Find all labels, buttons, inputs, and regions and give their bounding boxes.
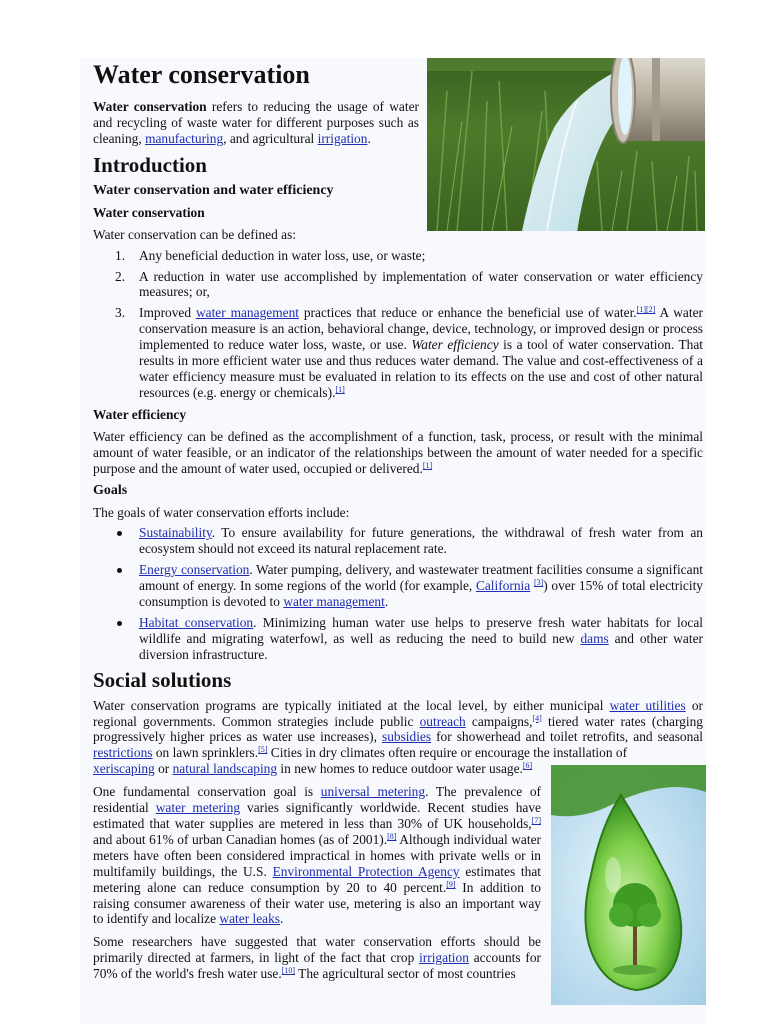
citation-ref[interactable]: [1][2] (636, 305, 656, 315)
link-natural-landscaping[interactable]: natural landscaping (172, 761, 278, 777)
water-drop-illustration (551, 765, 706, 1005)
link-water-utilities[interactable]: water utilities (609, 697, 686, 713)
definition-list (93, 248, 703, 401)
paragraph-text: or (154, 761, 173, 777)
citation-ref[interactable]: [3] (533, 578, 544, 588)
link-restrictions[interactable]: restrictions (93, 745, 153, 761)
pipe-outflow-illustration (427, 58, 705, 231)
link-irrigation[interactable]: irrigation (419, 950, 469, 966)
paragraph-text: on lawn sprinklers. (152, 745, 259, 761)
list-item-text: . Minimizing human water use helps to preserve fresh water habitats for local wildlife and migrating waterfowl, as well as reducing the need to build new (139, 614, 703, 646)
link-water-management[interactable]: water management (195, 305, 299, 321)
link-water-management[interactable]: water management (283, 594, 385, 610)
paragraph-text: campaigns, (465, 713, 533, 729)
list-item (93, 525, 703, 557)
paragraph-text: for showerhead and toilet retrofits, and seasonal (431, 729, 703, 745)
link-subsidies[interactable]: subsidies (381, 729, 432, 745)
paragraph-text: . (280, 911, 284, 927)
link-outreach[interactable]: outreach (419, 713, 466, 729)
goals-list (93, 525, 703, 662)
link-habitat-conservation[interactable]: Habitat conservation (139, 614, 254, 630)
list-item-text: A reduction in water use accomplished by implementation of water conservation or water efficiency measures; or, (139, 268, 703, 300)
link-water-metering[interactable]: water metering (155, 800, 241, 816)
list-item (93, 248, 703, 264)
paragraph-text: The agricultural sector of most countries (295, 966, 516, 982)
link-california[interactable]: California (475, 578, 531, 594)
intro-bold-term: Water conservation (93, 99, 207, 114)
list-item (93, 615, 703, 663)
paragraph-text: . The prevalence of residential (93, 784, 541, 816)
citation-ref[interactable]: [9] (446, 879, 456, 889)
list-item-text: Any beneficial deduction in water loss, use, or waste; (139, 247, 426, 263)
link-water-leaks[interactable]: water leaks (219, 911, 281, 927)
list-item (93, 269, 703, 301)
bullet-icon (117, 621, 122, 626)
intro-text: refers to reducing the usage of water and recycling of waste water for different purposes such as cleaning, (93, 99, 419, 146)
list-number: 1. (115, 247, 126, 263)
citation-ref[interactable]: [4] (532, 713, 542, 723)
water-conservation-definition: Water conservation can be defined as: (93, 226, 297, 242)
goals-intro: The goals of water conservation efforts include: (93, 504, 350, 520)
list-item-text: practices that reduce or enhance the beneficial use of water. (298, 305, 637, 321)
list-item-text: ) over 15% of total electricity consumption is devoted to (139, 578, 703, 610)
list-item-text: Improved (139, 305, 196, 321)
citation-ref[interactable]: [8] (387, 831, 397, 841)
paragraph-text: Water conservation programs are typically initiated at the local level, by either municipal (93, 697, 610, 713)
intro-text: , and agricultural (223, 130, 318, 146)
list-item-text: . To ensure availability for future generations, the withdrawal of fresh water from an ecosystem should not exceed its natural replacement rate. (139, 525, 703, 557)
list-item (93, 562, 703, 610)
list-item-text: . Water pumping, delivery, and wastewater treatment facilities consume a significant amount of energy. In some regions of the world (for example, (139, 562, 703, 594)
emphasis-term: Water efficiency (411, 337, 499, 353)
link-xeriscaping[interactable]: xeriscaping (93, 761, 155, 777)
citation-ref[interactable]: [1] (335, 384, 345, 394)
water-drop-tree-image (551, 765, 706, 1005)
pipe-outflow-image (427, 58, 705, 231)
paragraph-text: In addition to raising consumer awareness of their water use, metering is also an important way to identify and localize (93, 879, 541, 927)
paragraph-text: Although individual water meters have often been considered impractical in homes with private wells or in multifamily buildings, the U.S. (93, 831, 541, 879)
link-energy-conservation[interactable]: Energy conservation (139, 562, 250, 578)
citation-ref[interactable]: [10] (281, 966, 296, 976)
paragraph-text: Water efficiency can be defined as the accomplishment of a function, task, process, or result with the minimal amount of water feasible, or an indicator of the relationships between the amount of water needed for a specific purpose and the amount of water used, occupied or delivered. (93, 428, 703, 476)
paragraph-text: accounts for 70% of the world's fresh water use. (93, 950, 541, 982)
list-number: 2. (115, 268, 126, 284)
list-item-text: is a tool of water conservation. That results in more efficient water use and thus reduces water demand. The value and cost-effectiveness of a water efficiency measure must be evaluated in relation to its effects on the use and cost of other natural resources (e.g. energy or chemicals). (139, 337, 704, 400)
paragraph-text: or regional governments. Common strategies include public (93, 697, 704, 729)
list-item-text: . (384, 594, 389, 610)
article-column (93, 60, 703, 982)
link-epa[interactable]: Environmental Protection Agency (272, 863, 460, 879)
link-irrigation[interactable]: irrigation (317, 130, 368, 146)
heading-water-efficiency: Water efficiency (93, 406, 187, 422)
bullet-icon (117, 568, 122, 573)
intro-text: . (367, 130, 371, 146)
paragraph-text: tiered water rates (charging progressively higher prices as water use increases), (93, 713, 703, 745)
paragraph-text: in new homes to reduce outdoor water usage. (277, 761, 523, 777)
citation-ref[interactable]: [7] (531, 816, 541, 825)
heading-water-conservation-efficiency: Water conservation and water efficiency (93, 182, 334, 198)
list-number: 3. (115, 305, 126, 321)
link-sustainability[interactable]: Sustainability (139, 525, 212, 541)
link-manufacturing[interactable]: manufacturing (145, 130, 224, 146)
paragraph-text: Cities in dry climates often require or encourage the installation of (267, 745, 628, 761)
paragraph-text: and about 61% of urban Canadian homes (as of 2001). (93, 831, 388, 847)
bullet-icon (117, 531, 122, 536)
citation-ref[interactable]: [6] (522, 761, 533, 771)
page-title: Water conservation (93, 60, 310, 89)
link-dams[interactable]: dams (580, 630, 609, 646)
link-universal-metering[interactable]: universal metering (320, 784, 426, 800)
list-item-text: and other water diversion infrastructure. (139, 630, 703, 662)
citation-ref[interactable]: [1] (422, 460, 433, 470)
water-efficiency-paragraph (93, 429, 703, 477)
paragraph-text: One fundamental conservation goal is (93, 784, 321, 800)
paragraph-text: estimates that metering alone can reduce consumption by 20 to 40 percent. (93, 863, 541, 895)
heading-goals: Goals (93, 482, 128, 498)
citation-ref[interactable]: [5] (258, 745, 268, 755)
document-page (80, 58, 706, 1024)
list-item-text: A water conservation measure is an action, behavioral change, device, technology, or improved design or process implemented to reduce water loss, waste, or use. (139, 305, 704, 353)
list-item (93, 305, 703, 400)
heading-introduction: Introduction (93, 152, 207, 177)
heading-social-solutions: Social solutions (93, 667, 232, 692)
social-paragraph-1 (93, 698, 703, 762)
paragraph-text: varies significantly worldwide. Recent studies have estimated that water supplies are metered in less than 30% of UK households, (93, 800, 541, 831)
heading-water-conservation: Water conservation (93, 204, 205, 220)
paragraph-text: Some researchers have suggested that water conservation efforts should be primarily directed at farmers, in light of the fact that crop (93, 934, 541, 966)
